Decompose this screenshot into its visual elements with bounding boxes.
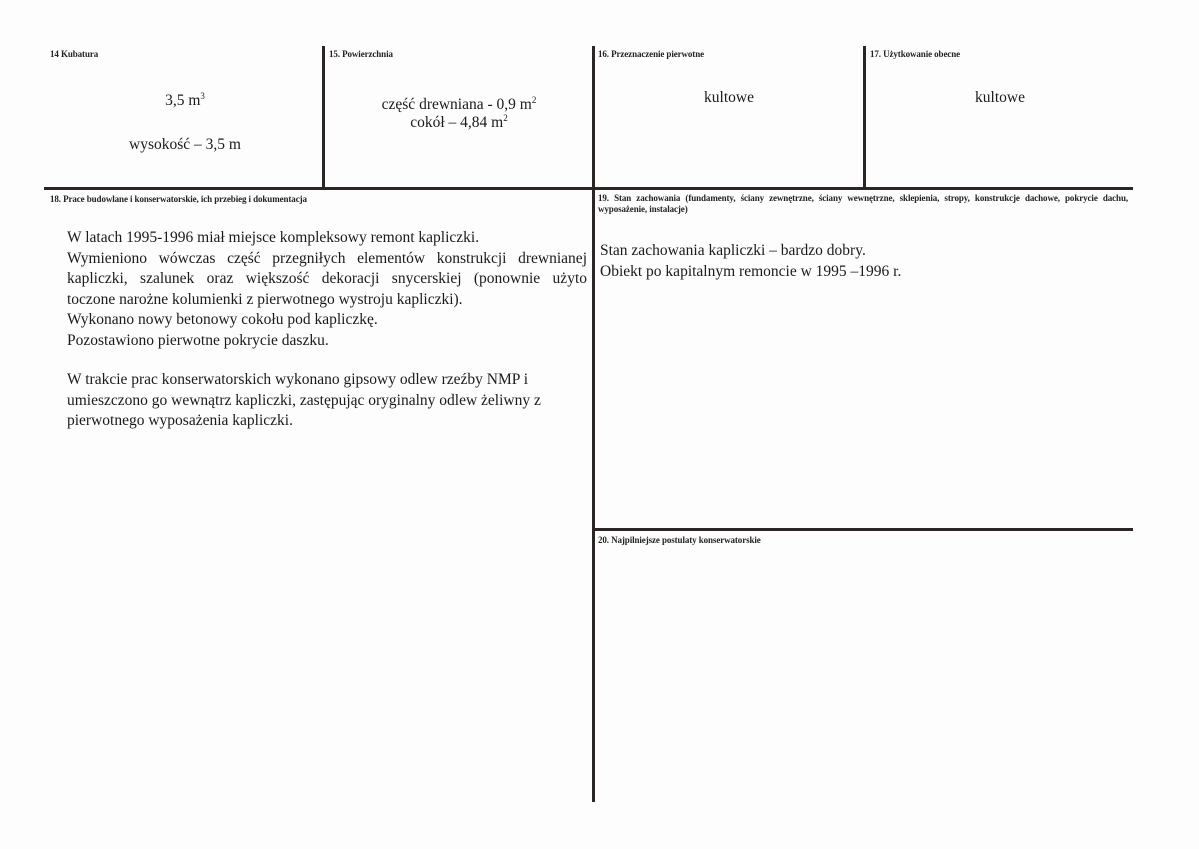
prace-paragraph-2 [67,370,587,432]
kubatura-volume-exponent: 3 [200,91,205,101]
prace-line-9: pierwotnego wyposażenia kapliczki. [67,412,293,429]
przeznaczenie-value: kultowe [704,89,754,106]
powierzchnia-wood-area [325,96,593,113]
kubatura-label: 14 Kubatura [50,49,99,59]
uzytkowanie-label: 17. Użytkowanie obecne [870,49,961,59]
prace-line-8: umieszczono go wewnątrz kapliczki, zastępując oryginalny odlew żeliwny z [67,391,541,409]
horizontal-rule-main [44,187,1133,190]
kubatura-height: wysokość – 3,5 m [129,136,241,153]
powierzchnia-wood-exponent: 2 [531,95,537,105]
prace-line-3: kapliczki, szalunek oraz większość dekoracji snycerskiej (ponownie użyto [67,270,587,287]
prace-line-4: toczone narożne kolumienki z pierwotnego wystroju kapliczki). [67,290,463,308]
vertical-rule-3 [863,46,866,187]
prace-label: 18. Prace budowlane i konserwatorskie, ich przebieg i dokumentacja [50,194,307,204]
stan-label: 19. Stan zachowania (fundamenty, ściany zewnętrzne, ściany wewnętrzne, sklepienia, stropy, konstrukcje dachowe, pokrycie dachu, wyposażenie, instalacje) [598,193,1128,214]
prace-line-5: Wykonano nowy betonowy cokołu pod kapliczkę. [67,311,378,328]
powierzchnia-label: 15. Powierzchnia [329,49,393,59]
stan-line-1: Stan zachowania kapliczki – bardzo dobry. [600,242,866,259]
vertical-rule-2 [592,46,595,802]
powierzchnia-base-area [325,114,593,131]
stan-line-2: Obiekt po kapitalnym remoncie w 1995 –1996 r. [600,262,902,280]
prace-paragraph-1 [67,228,587,351]
przeznaczenie-label: 16. Przeznaczenie pierwotne [598,49,705,59]
powierzchnia-base-exponent: 2 [503,113,508,123]
kubatura-volume [48,92,322,110]
postulaty-label: 20. Najpilniejsze postulaty konserwatorskie [598,535,761,545]
powierzchnia-base-value: cokół – 4,84 m [410,114,504,131]
horizontal-rule-section20 [593,528,1133,531]
uzytkowanie-value: kultowe [975,89,1025,106]
stan-paragraph [600,241,1120,282]
prace-line-6: Pozostawiono pierwotne pokrycie daszku. [67,331,329,349]
prace-line-1: W latach 1995-1996 miał miejsce kompleksowy remont kapliczki. [67,229,480,246]
kubatura-volume-value: 3,5 m [165,92,201,109]
prace-line-2: Wymieniono wówczas część przegniłych elementów konstrukcji drewnianej [67,249,587,267]
powierzchnia-wood-value: część drewniana - 0,9 m [381,96,532,113]
prace-line-7: W trakcie prac konserwatorskich wykonano gipsowy odlew rzeźby NMP i [67,371,529,388]
